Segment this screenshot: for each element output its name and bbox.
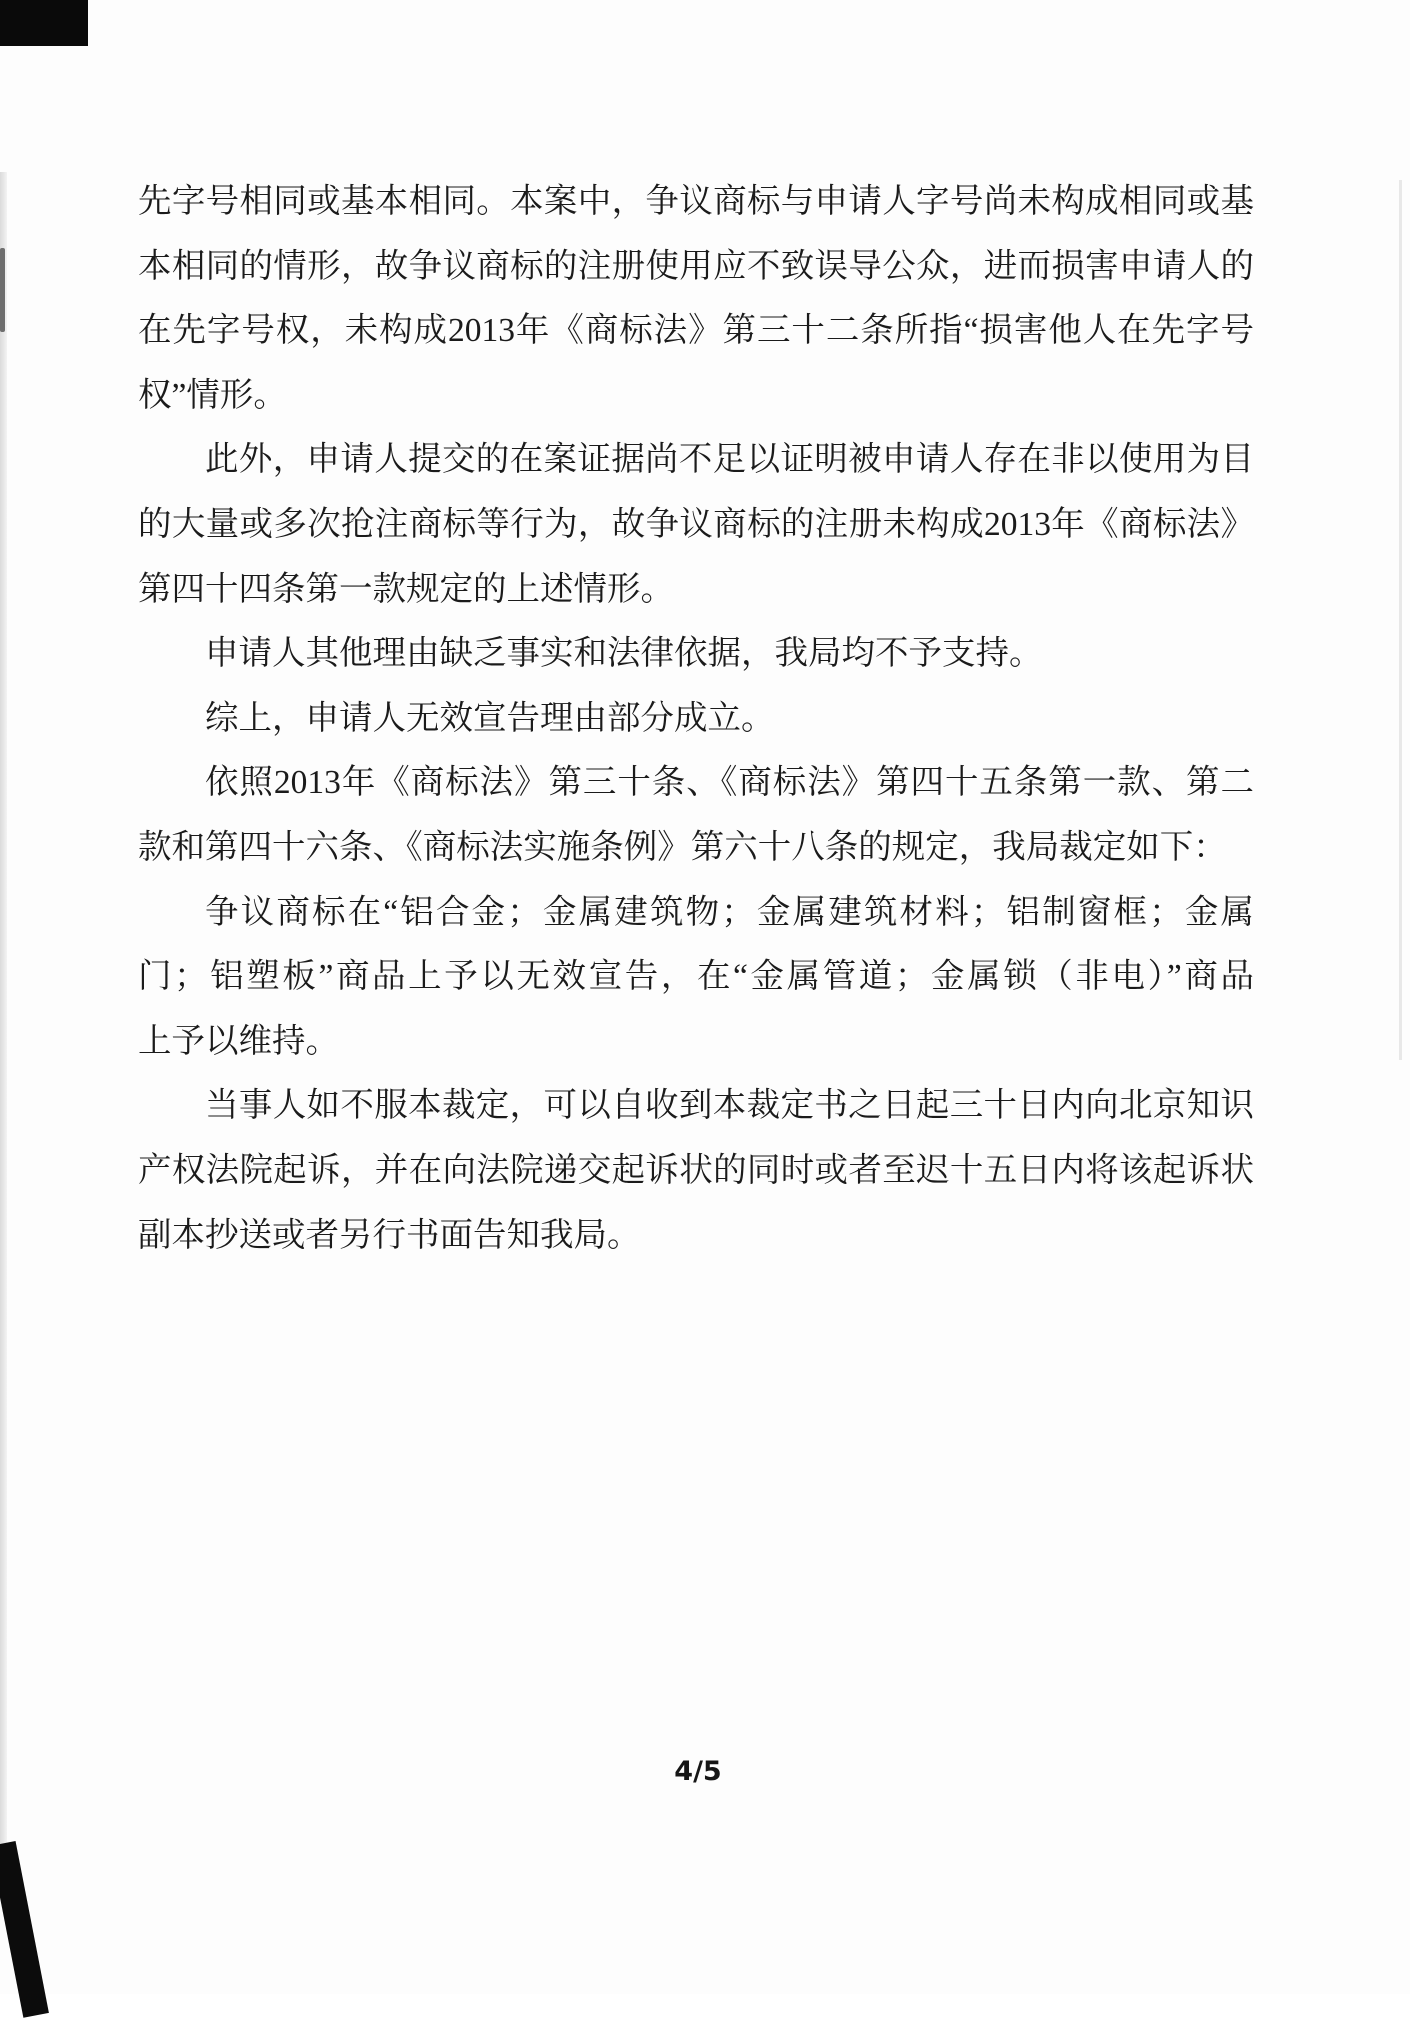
text-line: 产权法院起诉，并在向法院递交起诉状的同时或者至迟十五日内将该起诉状 bbox=[138, 1151, 1254, 1189]
document-body bbox=[138, 170, 1254, 1268]
scan-edge-left bbox=[0, 172, 7, 1858]
scan-edge-right bbox=[1399, 180, 1402, 1060]
text-line: 当事人如不服本裁定，可以自收到本裁定书之日起三十日内向北京知识 bbox=[205, 1087, 1254, 1125]
text-line: 上予以维持。 bbox=[138, 1022, 339, 1060]
text-line: 第四十四条第一款规定的上述情形。 bbox=[138, 570, 674, 608]
text-line: 争议商标在“铝合金；金属建筑物；金属建筑材料；铝制窗框；金属 bbox=[205, 893, 1254, 931]
text-line: 申请人其他理由缺乏事实和法律依据，我局均不予支持。 bbox=[205, 635, 1043, 673]
text-line: 在先字号权，未构成2013年《商标法》第三十二条所指“损害他人在先字号 bbox=[138, 312, 1254, 350]
text-line: 款和第四十六条、《商标法实施条例》第六十八条的规定，我局裁定如下： bbox=[138, 828, 1227, 866]
text-line: 本相同的情形，故争议商标的注册使用应不致误导公众，进而损害申请人的 bbox=[138, 247, 1254, 285]
text-line: 的大量或多次抢注商标等行为，故争议商标的注册未构成2013年《商标法》 bbox=[138, 505, 1254, 543]
text-line: 门；铝塑板”商品上予以无效宣告，在“金属管道；金属锁（非电）”商品 bbox=[138, 958, 1254, 996]
text-line: 依照2013年《商标法》第三十条、《商标法》第四十五条第一款、第二 bbox=[205, 764, 1254, 802]
text-line: 副本抄送或者另行书面告知我局。 bbox=[138, 1216, 641, 1254]
text-line: 先字号相同或基本相同。本案中，争议商标与申请人字号尚未构成相同或基 bbox=[138, 183, 1254, 220]
scan-edge-left-dark-segment bbox=[0, 248, 5, 332]
scan-artifact-top-left bbox=[0, 0, 88, 46]
scan-artifact-bottom-left bbox=[0, 1841, 49, 2018]
text-line: 权”情形。 bbox=[138, 376, 287, 414]
page-number: 4/5 bbox=[674, 1756, 722, 1787]
text-line: 此外，申请人提交的在案证据尚不足以证明被申请人存在非以使用为目 bbox=[205, 441, 1254, 479]
text-line: 综上，申请人无效宣告理由部分成立。 bbox=[205, 699, 775, 737]
